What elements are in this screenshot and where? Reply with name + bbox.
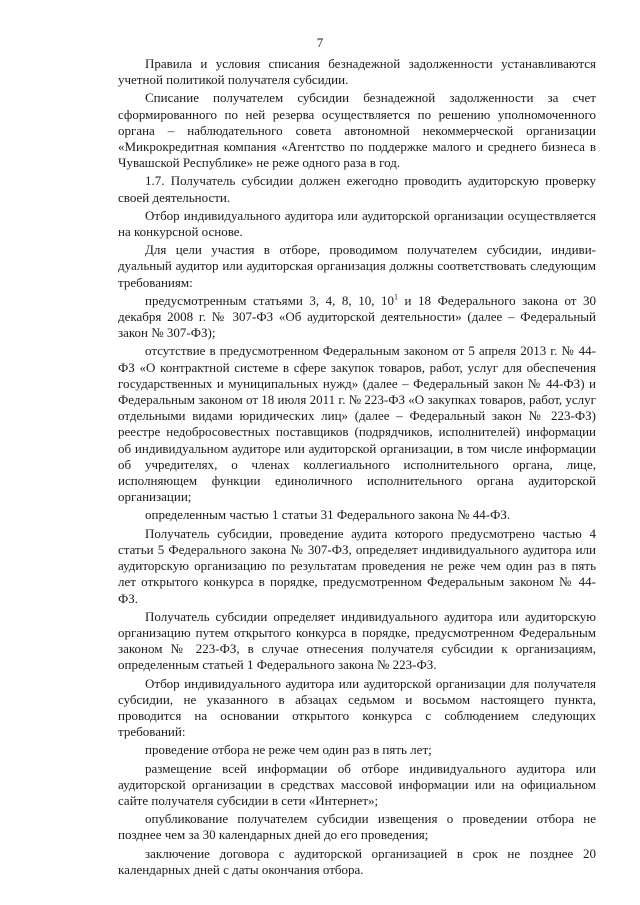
paragraph: Отбор индивидуального аудитора или аудиторской организации для получателя субсидии, не указанного в абзацах седьмом и восьмом настоящего пункта, проводится на основании открытого конкурса с соблюдением следующих требований: bbox=[118, 675, 596, 740]
paragraph: размещение всей информации об отборе индивидуального аудитора или аудиторской организации в средствах массовой информации или на официальном сайте получателя субсидии в сети «Интернет»; bbox=[118, 760, 596, 808]
paragraph: Получатель субсидии определяет индивидуального аудитора или аудиторскую организацию путем открытого конкурса в порядке, предусмотренном Федеральным законом № 223-ФЗ, в случае отнесения получателя субсидии к организациям, определенным статьей 1 Федерального закона № 223-ФЗ. bbox=[118, 608, 596, 673]
superscript: 1 bbox=[394, 292, 399, 302]
paragraph: Правила и условия списания безнадежной задолженности устанавливаются учетной политикой получателя субсидии. bbox=[118, 56, 596, 88]
paragraph: Получатель субсидии, проведение аудита которого предусмотрено частью 4 статьи 5 Федерального закона № 307-ФЗ, определяет индивидуального аудитора или аудиторскую организацию по результатам проведения не реже чем один раз в пять лет открытого конкурса в порядке, предусмотренном Федеральным законом № 44-ФЗ. bbox=[118, 525, 596, 606]
page-number: 7 bbox=[316, 35, 324, 50]
paragraph-text-before: предусмотренным статьями 3, 4, 8, 10, 10 bbox=[145, 292, 395, 308]
paragraph: определенным частью 1 статьи 31 Федерального закона № 44-ФЗ. bbox=[145, 507, 511, 523]
paragraph: опубликование получателем субсидии извещения о проведении отбора не позднее чем за 30 календарных дней до его проведения; bbox=[118, 811, 596, 843]
paragraph: заключение договора с аудиторской организацией в срок не позднее 20 календарных дней с даты окончания отбора. bbox=[118, 845, 596, 877]
paragraph: Для цели участия в отборе, проводимом получателем субсидии, индивидуальный аудитор или аудиторская организация должны соответствовать следующим требованиям: bbox=[118, 242, 596, 290]
paragraph: Списание получателем субсидии безнадежной задолженности за счет сформированного по ней резерва осуществляется по решению уполномоченного органа – наблюдательного совета автономной некоммерческой организации «Микрокредитная компания «Агентство по поддержке малого и среднего бизнеса в Чувашской Республике» не реже одного раза в год. bbox=[118, 90, 596, 171]
paragraph: Отбор индивидуального аудитора или аудиторской организации осуществляется на конкурсной основе. bbox=[118, 207, 596, 240]
document-body bbox=[118, 56, 596, 880]
paragraph: проведение отбора не реже чем один раз в пять лет; bbox=[145, 742, 432, 758]
paragraph: 1.7. Получатель субсидии должен ежегодно проводить аудиторскую проверку своей деятельности. bbox=[118, 173, 596, 205]
paragraph: отсутствие в предусмотренном Федеральным законом от 5 апреля 2013 г. № 44-ФЗ «О контрактной системе в сфере закупок товаров, работ, услуг для обеспечения государственных и муниципальных нужд» (далее – Федеральный закон № 44-ФЗ) и Федеральным законом от 18 июля 2011 г. № 223-ФЗ «О закупках товаров, работ, услуг отдельными видами юридических лиц» (далее – Федеральный закон № 223-ФЗ) реестре недобросовестных поставщиков (подрядчиков, исполнителей) информации об индивидуальном аудиторе или аудиторской организации, в том числе информации об учредителях, о членах коллегиального исполнительного органа, лице, исполняющем функции единоличного исполнительного органа аудиторской организации; bbox=[118, 343, 596, 505]
paragraph-text-after: и 18 Федерального закона от 30 декабря 2008 г. № 307-ФЗ «Об аудиторской деятельности» (далее – Федеральный закон № 307-ФЗ); bbox=[118, 292, 597, 341]
paragraph-with-superscript bbox=[118, 293, 596, 342]
